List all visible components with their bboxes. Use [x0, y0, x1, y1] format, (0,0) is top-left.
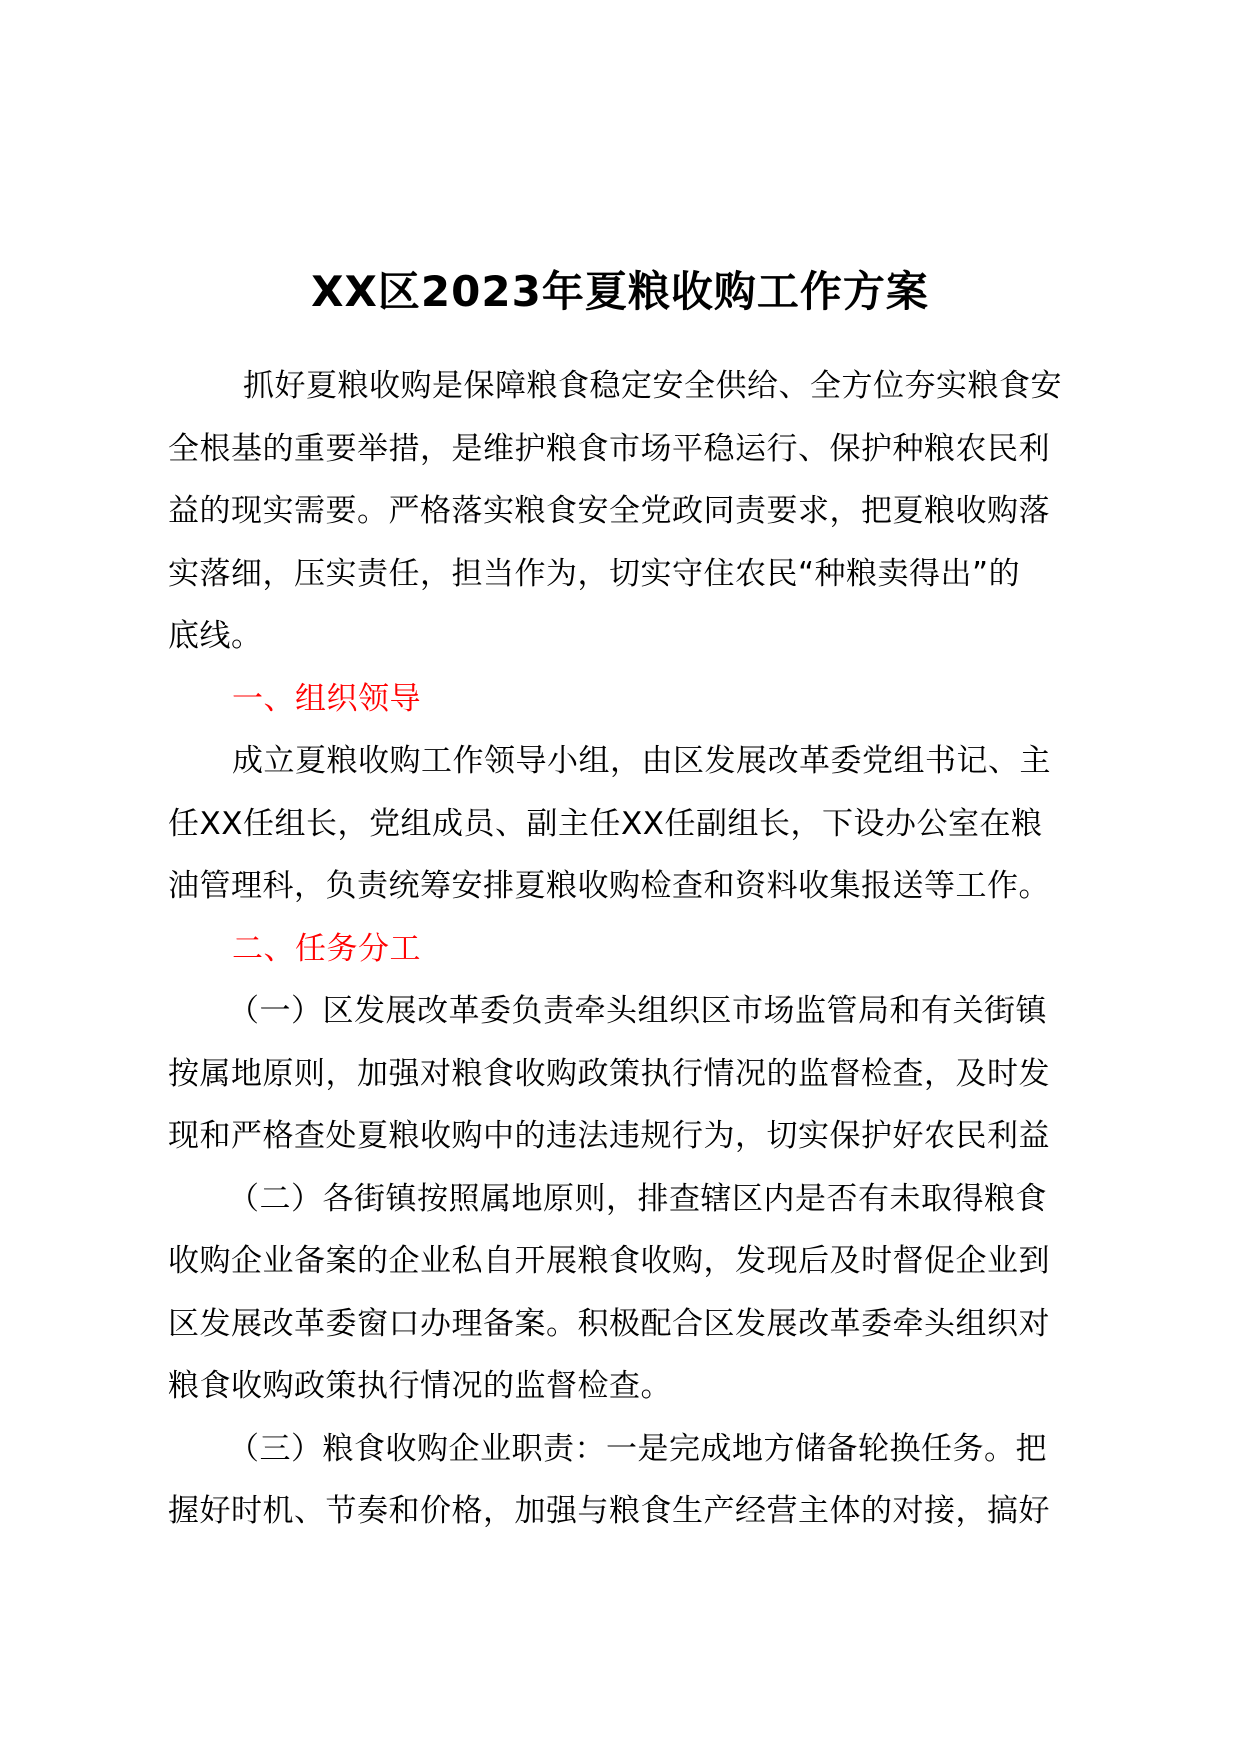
paragraph-line: 油管理科，负责统筹安排夏粮收购检查和资料收集报送等工作。: [168, 868, 1050, 904]
paragraph-line: 任XX任组长，党组成员、副主任XX任副组长，下设办公室在粮: [168, 805, 1043, 842]
intro-line: 益的现实需要。严格落实粮食安全党政同责要求，把夏粮收购落: [168, 493, 1050, 529]
paragraph-line: 收购企业备案的企业私自开展粮食收购，发现后及时督促企业到: [168, 1243, 1050, 1279]
paragraph-line: （二）各街镇按照属地原则，排查辖区内是否有未取得粮食: [228, 1180, 1047, 1217]
paragraph-line: 现和严格查处夏粮收购中的违法违规行为，切实保护好农民利益: [168, 1118, 1050, 1154]
document-body: [168, 355, 1103, 1543]
paragraph-line: （一）区发展改革委负责牵头组织区市场监管局和有关街镇: [228, 993, 1047, 1029]
paragraph-line: 握好时机、节奏和价格，加强与粮食生产经营主体的对接，搞好: [168, 1493, 1050, 1529]
intro-line: 抓好夏粮收购是保障粮食稳定安全供给、全方位夯实粮食安: [243, 368, 1062, 404]
document-title: XX区2023年夏粮收购工作方案: [311, 267, 929, 316]
intro-line: 实落细，压实责任，担当作为，切实守住农民“种粮卖得出”的: [168, 555, 1021, 592]
paragraph-line: 成立夏粮收购工作领导小组，由区发展改革委党组书记、主: [232, 743, 1051, 779]
paragraph-line: （三）粮食收购企业职责：一是完成地方储备轮换任务。把: [228, 1430, 1047, 1467]
paragraph-line: 区发展改革委窗口办理备案。积极配合区发展改革委牵头组织对: [168, 1305, 1050, 1342]
intro-line: 底线。: [168, 618, 263, 654]
section-heading-organization: 一、组织领导: [232, 680, 421, 717]
paragraph-line: 按属地原则，加强对粮食收购政策执行情况的监督检查，及时发: [168, 1055, 1050, 1092]
intro-line: 全根基的重要举措，是维护粮食市场平稳运行、保护种粮农民利: [168, 430, 1050, 467]
paragraph-line: 粮食收购政策执行情况的监督检查。: [168, 1368, 672, 1404]
section-heading-tasks: 二、任务分工: [232, 930, 421, 967]
